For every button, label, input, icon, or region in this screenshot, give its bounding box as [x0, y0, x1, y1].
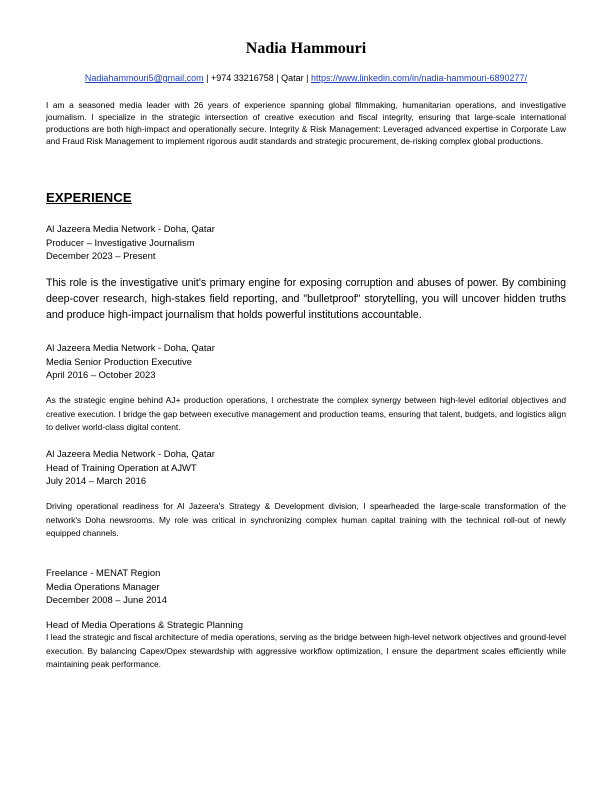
experience-heading: EXPERIENCE: [46, 190, 132, 205]
job-entry-header: [46, 341, 566, 382]
job-entry-header: [46, 566, 566, 607]
candidate-name: Nadia Hammouri: [245, 40, 367, 57]
job-dates: April 2016 – October 2023: [46, 369, 156, 381]
job-company: Al Jazeera Media Network - Doha, Qatar: [46, 223, 215, 234]
job-title: Media Operations Manager: [46, 580, 160, 592]
job-title: Media Senior Production Executive: [46, 355, 192, 367]
job-dates: July 2014 – March 2016: [46, 475, 147, 487]
job-description: I lead the strategic and fiscal architecture of media operations, serving as the bridge between high-level network objectives and ground-level execution. By balancing Capex/Opex stewardship with aggressive workflow optimization, I ensure the department scales efficiently while maintaining peak performance.: [46, 632, 566, 669]
job-title: Producer – Investigative Journalism: [46, 236, 195, 248]
job-description: This role is the investigative unit's primary engine for exposing corruption and abuses of power. By combining deep-cover research, high-stakes field reporting, and "bulletproof" storytelling, you will uncover hidden truths and produce high-impact journalism that holds powerful institutions accountable.: [46, 277, 566, 321]
job-dates: December 2008 – June 2014: [46, 594, 167, 606]
linkedin-link[interactable]: https://www.linkedin.com/in/nadia-hammouri-6890277/: [310, 73, 528, 83]
job-subtitle: Head of Media Operations & Strategic Planning: [46, 619, 243, 630]
job-entry-header: [46, 447, 566, 488]
job-description: As the strategic engine behind AJ+ production operations, I orchestrate the complex synergy between high-level editorial objectives and creative execution. I bridge the gap between executive management and production teams, ensuring that talent, budgets, and logistics align to deliver world-class digital content.: [46, 395, 566, 432]
job-description: Driving operational readiness for Al Jazeera's Strategy & Development division, I spearheaded the large-scale transformation of the network's Doha newsrooms. My role was critical in synchronizing complex human capital training with the technical roll-out of newly equipped channels.: [46, 501, 566, 538]
job-company: Freelance - MENAT Region: [46, 567, 161, 578]
contact-line: [46, 73, 566, 83]
job-dates: December 2023 – Present: [46, 250, 156, 262]
job-subtitle-block: [46, 618, 566, 632]
email-link[interactable]: Nadiahammouri5@gmail.com: [84, 73, 204, 83]
contact-details: | +974 33216758 | Qatar |: [203, 73, 311, 83]
professional-summary: I am a seasoned media leader with 26 years of experience spanning global filmmaking, humanitarian operations, and investigative journalism. I specialize in the strategic intersection of creative execution and fiscal integrity, ensuring that large-scale international productions are both high-impact and operationally secure. Integrity & Risk Management: Leveraged advanced expertise in Corporate Law and Fraud Risk Management to implement rigorous audit standards and strategic procurement, de-risking complex global productions.: [46, 100, 566, 146]
job-company: Al Jazeera Media Network - Doha, Qatar: [46, 342, 215, 353]
job-company: Al Jazeera Media Network - Doha, Qatar: [46, 448, 215, 459]
job-entry-header: [46, 222, 566, 263]
job-title: Head of Training Operation at AJWT: [46, 461, 197, 473]
